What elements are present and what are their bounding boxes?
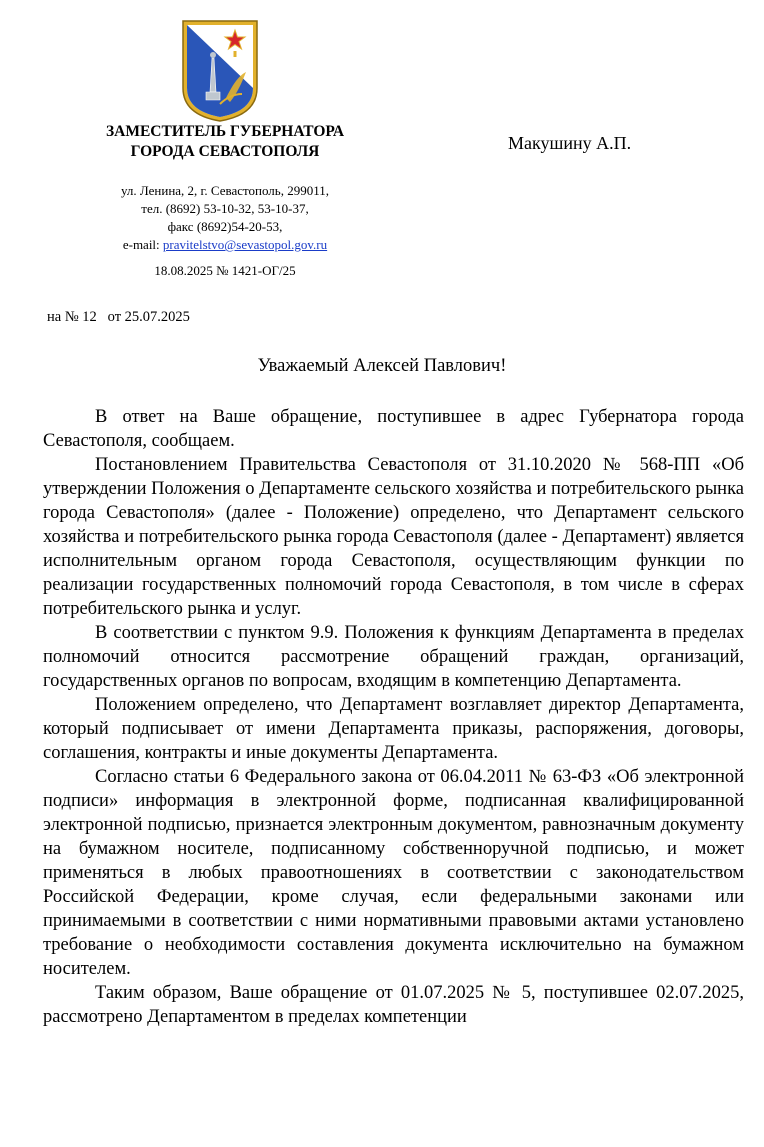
paragraph: Положением определено, что Департамент возглавляет директор Департамента, который подписывает от имени Департамента приказы, распоряжения, договоры, соглашения, контракты и иные документы Департамента. <box>43 695 744 763</box>
paragraph: Постановлением Правительства Севастополя от 31.10.2020 № 568-ПП «Об утверждении Положения о Департаменте сельского хозяйства и потребительского рынка города Севастополя» (далее - Положение) определено, что Департамент сельского хозяйства и потребительского рынка города Севастополя (далее - Департамент) является исполнительным органом города Севастополя, осуществляющим функции по реализации государственных полномочий города Севастополя, в том числе в сферах потребительского рынка и услуг. <box>43 455 744 619</box>
paragraph: Согласно статьи 6 Федерального закона от 06.04.2011 № 63-ФЗ «Об электронной подписи» информация в электронной форме, подписанная квалифицированной электронной подписью, признается электронным документом, равнозначным документу на бумажном носителе, подписанному собственноручной подписью, и может применяться в любых правоотношениях в соответствии с законодательством Российской Федерации, кроме случая, если федеральными законами или принимаемыми в соответствии с ними нормативными правовыми актами установлено требование о необходимости составления документа исключительно на бумажном носителем. <box>43 767 744 979</box>
letter-body <box>43 405 744 1029</box>
org-title-line2: ГОРОДА СЕВАСТОПОЛЯ <box>130 143 320 160</box>
contacts-block <box>60 182 390 254</box>
paragraph: Таким образом, Ваше обращение от 01.07.2025 № 5, поступившее 02.07.2025, рассмотрено Департаментом в пределах компетенции <box>43 983 744 1027</box>
fax-line: факс (8692)54-20-53, <box>167 219 283 234</box>
email-line <box>60 236 390 254</box>
greeting: Уважаемый Алексей Павлович! <box>257 356 507 376</box>
incoming-reference: на № 12 от 25.07.2025 <box>47 309 190 325</box>
email-link[interactable]: pravitelstvo@sevastopol.gov.ru <box>162 237 328 252</box>
organization-title <box>60 122 390 162</box>
recipient-name: Макушину А.П. <box>508 133 632 153</box>
org-title-line1: ЗАМЕСТИТЕЛЬ ГУБЕРНАТОРА <box>105 123 345 140</box>
address-line: ул. Ленина, 2, г. Севастополь, 299011, <box>120 183 329 198</box>
outgoing-number: 18.08.2025 № 1421-ОГ/25 <box>154 263 296 278</box>
coat-of-arms-icon <box>180 18 260 122</box>
email-label: e-mail: <box>122 237 163 252</box>
paragraph: В ответ на Ваше обращение, поступившее в адрес Губернатора города Севастополя, сообщаем. <box>43 407 744 451</box>
paragraph: В соответствии с пунктом 9.9. Положения к функциям Департамента в пределах полномочий относится рассмотрение обращений граждан, организаций, государственных органов по вопросам, входящим в компетенцию Департамента. <box>43 623 744 691</box>
phone-line: тел. (8692) 53-10-32, 53-10-37, <box>141 201 309 216</box>
